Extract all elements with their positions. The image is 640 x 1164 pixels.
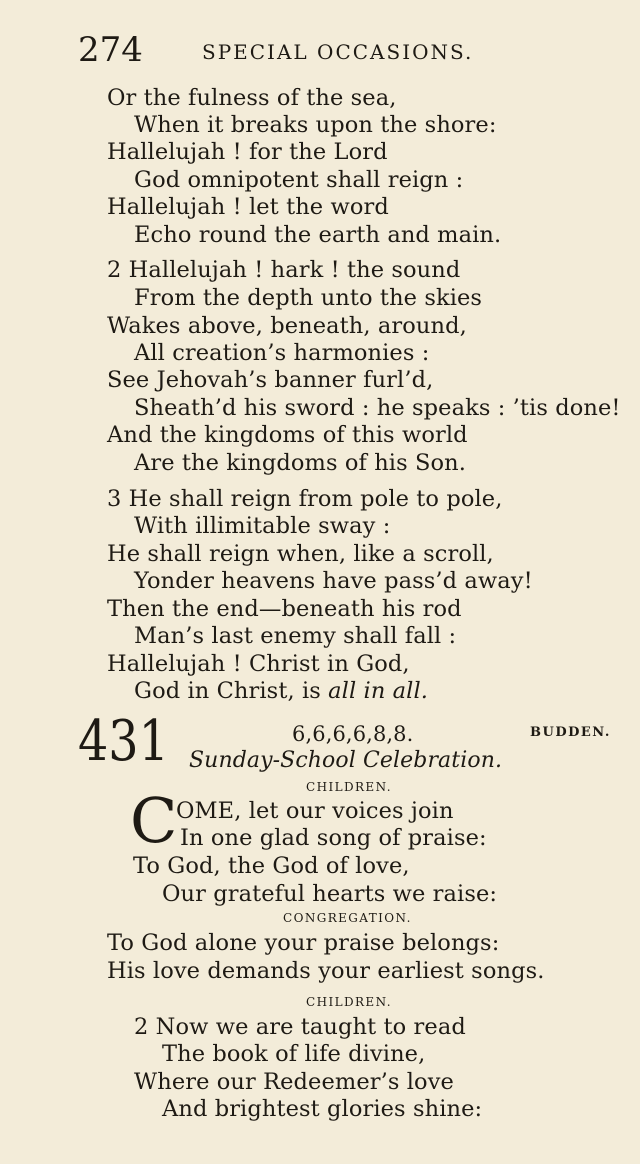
verse-line: Sheath’d his sword : he speaks : ’tis done! [134, 395, 621, 421]
running-title: SPECIAL OCCASIONS. [202, 40, 474, 64]
verse-line: Yonder heavens have pass’d away! [134, 568, 533, 594]
hymn-meter: 6,6,6,6,8,8. [292, 722, 414, 746]
verse-line: OME, let our voices join [176, 798, 454, 824]
verse-line: In one glad song of praise: [180, 825, 487, 851]
verse-line: Hallelujah ! let the word [107, 194, 389, 220]
verse-line: Wakes above, beneath, around, [107, 313, 467, 339]
verse-line: Our grateful hearts we raise: [162, 881, 498, 907]
verse-line: God omnipotent shall reign : [134, 167, 464, 193]
verse-line: 2 Hallelujah ! hark ! the sound [107, 257, 461, 283]
role-label-children: CHILDREN. [306, 780, 392, 794]
role-label-children: CHILDREN. [306, 995, 392, 1009]
verse-text: God in Christ, is [134, 678, 329, 704]
verse-line: His love demands your earliest songs. [107, 958, 545, 984]
verse-line: And brightest glories shine: [162, 1096, 483, 1122]
verse-line: See Jehovah’s banner furl’d, [107, 367, 434, 393]
verse-line-final [134, 677, 428, 705]
verse-line: When it breaks upon the shore: [134, 112, 497, 138]
role-label-congregation: CONGREGATION. [283, 911, 412, 925]
verse-line: Echo round the earth and main. [134, 222, 502, 248]
drop-cap: C [130, 784, 178, 857]
verse-line: With illimitable sway : [134, 513, 391, 539]
verse-line: Hallelujah ! Christ in God, [107, 651, 410, 677]
verse-line: All creation’s harmonies : [134, 340, 430, 366]
page-number: 274 [78, 30, 143, 70]
verse-line: Then the end—beneath his rod [107, 596, 462, 622]
verse-line: To God alone your praise belongs: [107, 930, 500, 956]
tune-name: BUDDEN. [530, 725, 611, 740]
verse-line: Where our Redeemer’s love [134, 1069, 454, 1095]
hymn-number: 431 [78, 709, 169, 774]
verse-italic-text: all in all. [328, 678, 429, 704]
hymn-title: Sunday-School Celebration. [189, 748, 503, 773]
verse-line: From the depth unto the skies [134, 285, 483, 311]
verse-line: Hallelujah ! for the Lord [107, 139, 388, 165]
verse-line: To God, the God of love, [133, 853, 410, 879]
verse-line: Are the kingdoms of his Son. [134, 450, 466, 476]
verse-line: 2 Now we are taught to read [134, 1014, 466, 1040]
verse-line: Or the fulness of the sea, [107, 85, 397, 111]
verse-line: He shall reign when, like a scroll, [107, 541, 494, 567]
verse-line: And the kingdoms of this world [107, 422, 468, 448]
verse-line: The book of life divine, [162, 1041, 426, 1067]
verse-line: Man’s last enemy shall fall : [134, 623, 457, 649]
verse-line: 3 He shall reign from pole to pole, [107, 486, 503, 512]
